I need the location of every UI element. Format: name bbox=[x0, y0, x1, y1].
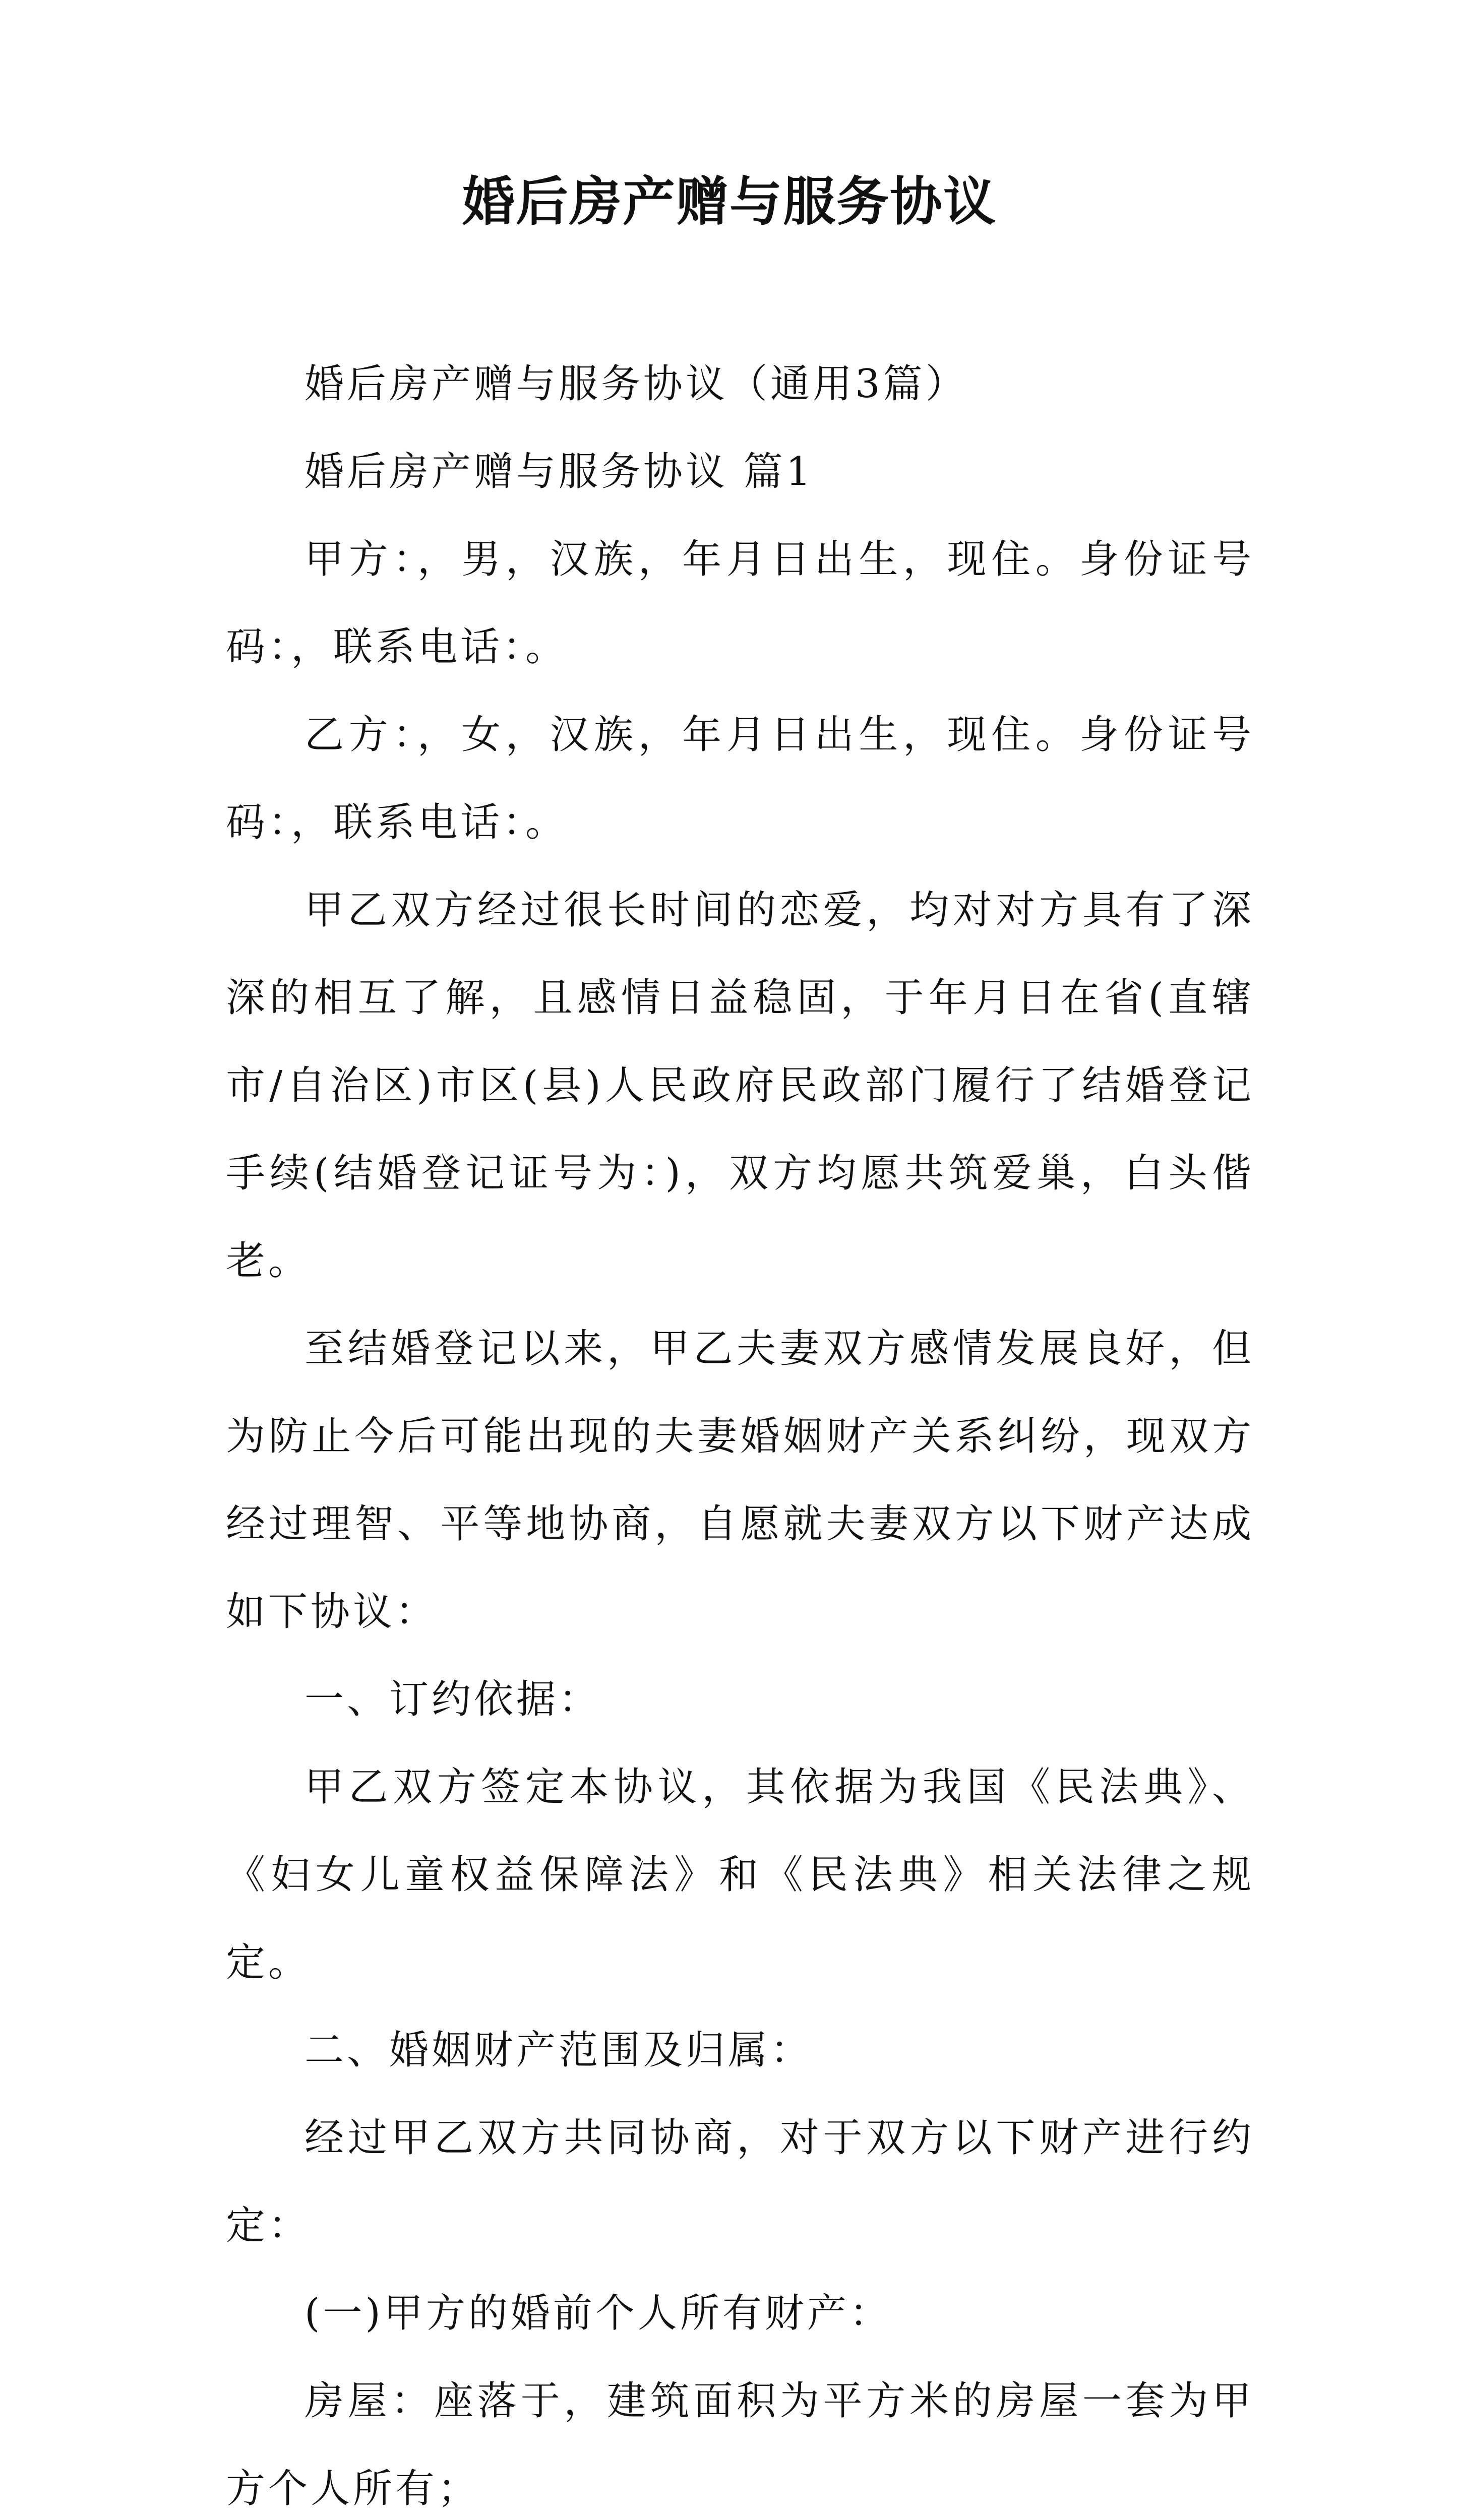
document-body bbox=[226, 340, 1254, 2520]
paragraph-purpose: 至结婚登记以来，甲乙夫妻双方感情发展良好，但为防止今后可能出现的夫妻婚姻财产关系纠纷，现双方经过理智、平等地协商，自愿就夫妻双方以下财产达成如下协议： bbox=[226, 1326, 1254, 1634]
document-title: 婚后房产赠与服务协议 bbox=[462, 170, 997, 232]
paragraph-clause-2-intro: 经过甲乙双方共同协商，对于双方以下财产进行约定： bbox=[226, 2115, 1254, 2248]
paragraph-collection-heading: 婚后房产赠与服务协议（通用3篇） bbox=[305, 361, 968, 407]
paragraph-clause-1-body: 甲乙双方签定本协议，其依据为我国《民法典》、《妇女儿童权益保障法》和《民法典》相关法律之规定。 bbox=[226, 1765, 1254, 1985]
paragraph-background: 甲乙双方经过很长时间的恋爱，均对对方具有了深深的相互了解，且感情日益稳固，于年月日在省(直辖市/自治区)市区(县)人民政府民政部门履行了结婚登记手续(结婚登记证号为：)，双方均愿共筑爱巢，白头偕老。 bbox=[226, 888, 1254, 1284]
paragraph-item-1: (一)甲方的婚前个人所有财产： bbox=[305, 2291, 892, 2336]
paragraph-clause-1-heading: 一、订约依据： bbox=[305, 1677, 601, 1722]
paragraph-section-heading: 婚后房产赠与服务协议 篇1 bbox=[305, 449, 814, 494]
paragraph-party-a: 甲方：，男，汉族，年月日出生，现住。身份证号码：，联系电话：。 bbox=[226, 537, 1254, 670]
paragraph-house: 房屋：座落于，建筑面积为平方米的房屋一套为甲方个人所有； bbox=[226, 2378, 1254, 2511]
paragraph-clause-2-heading: 二、婚姻财产范围及归属： bbox=[305, 2028, 813, 2073]
paragraph-party-b: 乙方：，女，汉族，年月日出生，现住。身份证号码：，联系电话：。 bbox=[226, 712, 1254, 845]
